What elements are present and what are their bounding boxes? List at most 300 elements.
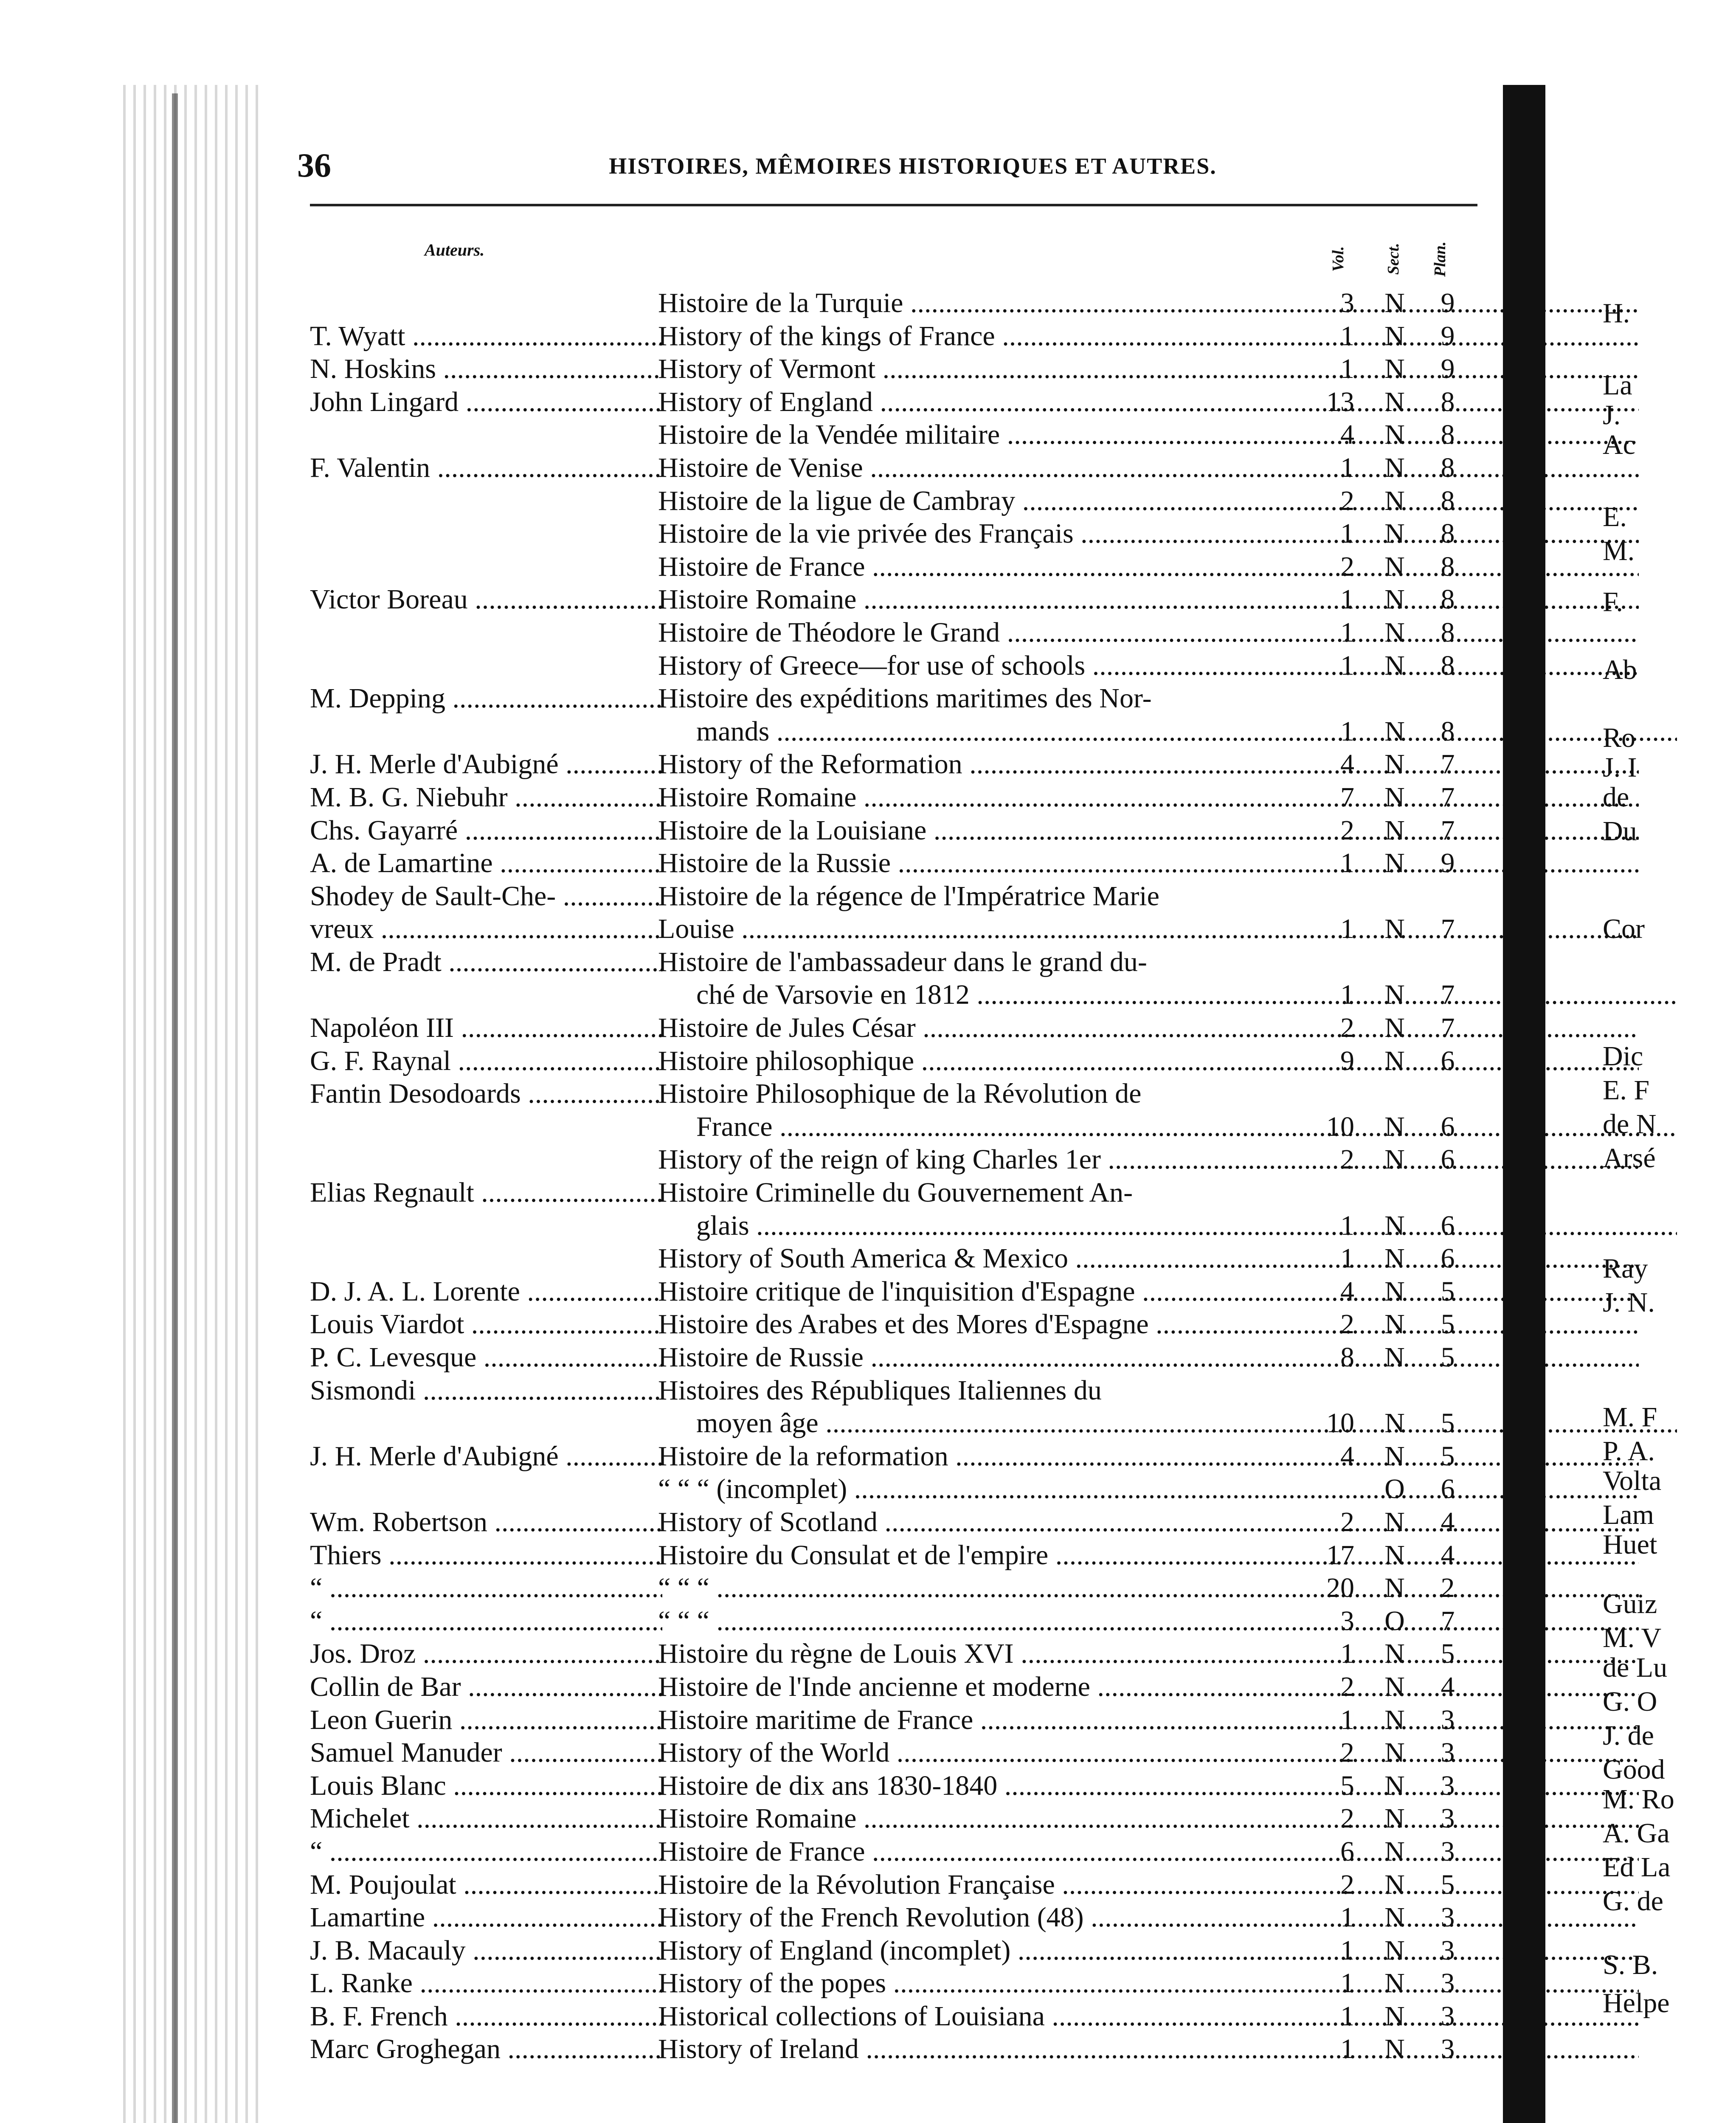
- entry-plan: 5: [1441, 1440, 1455, 1472]
- entry-plan: 8: [1441, 518, 1455, 549]
- adjacent-page-fragment: A. Ga: [1603, 1818, 1670, 1849]
- entry-title: Histoire des Arabes et des Mores d'Espagne .....: [658, 1308, 1639, 1341]
- entry-section: N: [1384, 1836, 1405, 1867]
- entry-plan: 7: [1441, 749, 1455, 780]
- entry-title: Histoire du règne de Louis XVI .....: [658, 1637, 1639, 1670]
- entry-author: Collin de Bar .....: [310, 1670, 662, 1703]
- catalog-row: [310, 418, 1477, 451]
- entry-volumes: 1: [1340, 1243, 1354, 1274]
- adjacent-page-fragment: J. I: [1603, 752, 1637, 783]
- entry-volumes: 2: [1340, 1012, 1354, 1044]
- running-title: HISTOIRES, MÊMOIRES HISTORIQUES ET AUTRES.: [609, 153, 1217, 179]
- entry-author: Wm. Robertson .....: [310, 1506, 662, 1539]
- adjacent-page-fragment: Guiz: [1603, 1588, 1657, 1619]
- entry-title: Histoire de l'ambassadeur dans le grand du-: [658, 946, 1147, 977]
- entry-author: Jos. Droz .....: [310, 1637, 662, 1670]
- catalog-row: [310, 847, 1477, 880]
- entry-author: Napoléon III .....: [310, 1011, 662, 1045]
- entry-volumes: 17: [1326, 1539, 1354, 1571]
- catalog-row: [310, 1506, 1477, 1539]
- entry-plan: 5: [1441, 1638, 1455, 1670]
- entry-author: Thiers .....: [310, 1539, 662, 1572]
- entry-section: N: [1384, 1803, 1405, 1834]
- entry-title: Histoire philosophique .....: [658, 1045, 1639, 1078]
- catalog-row: [310, 814, 1477, 847]
- entry-section: N: [1384, 287, 1405, 318]
- entry-plan: 3: [1441, 2033, 1455, 2065]
- catalog-row: [310, 1637, 1477, 1670]
- entry-author: M. Depping .....: [310, 682, 662, 715]
- entry-volumes: 1: [1340, 1902, 1354, 1933]
- entry-section: N: [1384, 1012, 1405, 1044]
- entry-title: Histoire Romaine .....: [658, 583, 1639, 616]
- entry-section: N: [1384, 1671, 1405, 1702]
- entry-plan: 9: [1441, 353, 1455, 385]
- catalog-row: [310, 1440, 1477, 1473]
- entry-section: N: [1384, 1737, 1405, 1768]
- entry-plan: 7: [1441, 781, 1455, 813]
- entry-title: History of Greece—for use of schools .....: [658, 649, 1639, 682]
- entry-plan: 5: [1441, 1869, 1455, 1900]
- entry-section: N: [1384, 1309, 1405, 1340]
- entry-plan: 6: [1441, 1144, 1455, 1175]
- entry-section: N: [1384, 1408, 1405, 1439]
- entry-plan: 8: [1441, 715, 1455, 747]
- entry-author: Fantin Desodoards .....: [310, 1077, 662, 1110]
- adjacent-page-fragment: M. F: [1603, 1402, 1657, 1433]
- catalog-row: [310, 287, 1477, 320]
- entry-author: Elias Regnault .....: [310, 1176, 662, 1209]
- entry-section: N: [1384, 749, 1405, 780]
- catalog-row: [310, 583, 1477, 616]
- entry-title: History of England (incomplet) .....: [658, 1934, 1639, 1967]
- catalog-row: [310, 1571, 1477, 1605]
- entry-plan: 3: [1441, 1934, 1455, 1966]
- entry-section: N: [1384, 2033, 1405, 2065]
- entry-volumes: 1: [1340, 353, 1354, 385]
- entry-plan: 6: [1441, 1473, 1455, 1505]
- entry-title: Histoire de dix ans 1830-1840 .....: [658, 1769, 1639, 1802]
- binding-dark-edge: [1503, 85, 1545, 2123]
- entry-title: “ “ “ .....: [658, 1605, 1639, 1638]
- entry-section: N: [1384, 386, 1405, 417]
- entry-section: N: [1384, 1704, 1405, 1735]
- adjacent-page-fragment: M.: [1603, 535, 1635, 566]
- entry-author: Samuel Manuder .....: [310, 1736, 662, 1769]
- entry-author: D. J. A. L. Lorente .....: [310, 1275, 662, 1308]
- entry-title: Histoire Criminelle du Gouvernement An-: [658, 1177, 1133, 1208]
- entry-title: Histoire de France .....: [658, 1835, 1639, 1868]
- adjacent-page-fragment: G. de: [1603, 1886, 1663, 1917]
- entry-title: moyen âge .....: [658, 1407, 1677, 1440]
- catalog-row: [310, 1868, 1477, 1901]
- catalog-row: [310, 1670, 1477, 1703]
- entry-author: Chs. Gayarré .....: [310, 814, 662, 847]
- entry-section: N: [1384, 1045, 1405, 1076]
- adjacent-page-fragment: La: [1603, 370, 1632, 401]
- entry-volumes: 2: [1340, 1737, 1354, 1768]
- entry-plan: 8: [1441, 419, 1455, 451]
- entry-plan: 5: [1441, 1275, 1455, 1307]
- adjacent-page-fragment: Ac: [1603, 429, 1635, 460]
- entry-author: Lamartine .....: [310, 1901, 662, 1934]
- entry-author: G. F. Raynal .....: [310, 1045, 662, 1078]
- entry-volumes: 20: [1326, 1572, 1354, 1604]
- entry-author: P. C. Levesque .....: [310, 1341, 662, 1374]
- page-number: 36: [297, 147, 331, 184]
- entry-plan: 2: [1441, 1572, 1455, 1604]
- adjacent-page-fragment: de Lu: [1603, 1652, 1668, 1683]
- entry-section: N: [1384, 1506, 1405, 1537]
- entry-section: N: [1384, 551, 1405, 582]
- catalog-row: [310, 1407, 1477, 1440]
- adjacent-page-fragment: Cor: [1603, 913, 1645, 944]
- entry-volumes: 2: [1340, 814, 1354, 846]
- adjacent-page-fragment: de: [1603, 782, 1629, 813]
- entry-author: F. Valentin .....: [310, 451, 662, 484]
- entry-volumes: 1: [1340, 320, 1354, 352]
- adjacent-page-fragment: J. de: [1603, 1720, 1654, 1751]
- entry-section: O: [1384, 1605, 1405, 1636]
- adjacent-page-fragment: Arsé: [1603, 1143, 1656, 1174]
- entry-plan: 3: [1441, 1803, 1455, 1834]
- entry-section: N: [1384, 1539, 1405, 1571]
- entry-title: Louise .....: [658, 912, 1639, 946]
- entry-volumes: 4: [1340, 419, 1354, 451]
- entry-author: vreux .....: [310, 912, 662, 946]
- catalog-row: [310, 1209, 1477, 1242]
- adjacent-page-fragment: F.: [1603, 586, 1623, 617]
- entry-volumes: 4: [1340, 1440, 1354, 1472]
- adjacent-page-fragment: Ab: [1603, 654, 1637, 685]
- entry-section: N: [1384, 617, 1405, 648]
- entry-title: Histoire de la régence de l'Impératrice Marie: [658, 880, 1159, 912]
- entry-title: Histoire Romaine .....: [658, 781, 1639, 814]
- adjacent-page-fragment: J. N.: [1603, 1287, 1655, 1318]
- entry-author: John Lingard .....: [310, 386, 662, 419]
- entry-author: M. Poujoulat .....: [310, 1868, 662, 1901]
- entry-title: History of Ireland .....: [658, 2033, 1639, 2066]
- entry-plan: 3: [1441, 1770, 1455, 1801]
- entry-section: N: [1384, 584, 1405, 615]
- entry-section: N: [1384, 1275, 1405, 1307]
- entry-plan: 7: [1441, 1012, 1455, 1044]
- catalog-row: [310, 352, 1477, 386]
- catalog-row: [310, 1835, 1477, 1868]
- adjacent-page-fragment: Volta: [1603, 1465, 1662, 1496]
- entry-title: History of the popes .....: [658, 1967, 1639, 2000]
- catalog-row: [310, 1736, 1477, 1769]
- entry-section: N: [1384, 1111, 1405, 1142]
- catalog-row: [310, 2000, 1477, 2033]
- entry-section: N: [1384, 1243, 1405, 1274]
- adjacent-page-fragment: H.: [1603, 298, 1630, 329]
- catalog-row: [310, 715, 1477, 748]
- adjacent-page-fragment: Ed La: [1603, 1852, 1671, 1883]
- catalog-row: [310, 517, 1477, 550]
- entry-plan: 4: [1441, 1506, 1455, 1537]
- entry-title: Historical collections of Louisiana .....: [658, 2000, 1639, 2033]
- entry-title: “ “ “ .....: [658, 1571, 1639, 1605]
- catalog-row: [310, 1374, 1477, 1407]
- adjacent-page-fragment: Dic: [1603, 1041, 1643, 1072]
- entry-section: N: [1384, 419, 1405, 451]
- entry-author: J. B. Macauly .....: [310, 1934, 662, 1967]
- catalog-row: [310, 912, 1477, 946]
- entry-title: Histoire de la vie privée des Français .....: [658, 517, 1639, 550]
- entry-volumes: 1: [1340, 848, 1354, 879]
- entry-plan: 8: [1441, 584, 1455, 615]
- entry-volumes: 1: [1340, 452, 1354, 483]
- entry-section: O: [1384, 1473, 1405, 1505]
- catalog-row: [310, 682, 1477, 715]
- entry-author: Leon Guerin .....: [310, 1703, 662, 1737]
- entry-section: N: [1384, 1342, 1405, 1373]
- entry-volumes: 1: [1340, 617, 1354, 648]
- entry-author: Victor Boreau .....: [310, 583, 662, 616]
- catalog-row: [310, 1143, 1477, 1176]
- catalog-row: [310, 748, 1477, 781]
- entry-plan: 7: [1441, 814, 1455, 846]
- entry-title: Histoire de Venise .....: [658, 451, 1639, 484]
- entry-volumes: 4: [1340, 1275, 1354, 1307]
- catalog-row: [310, 484, 1477, 518]
- entry-section: N: [1384, 518, 1405, 549]
- entry-section: N: [1384, 650, 1405, 681]
- entry-title: Histoire de la Vendée militaire .....: [658, 418, 1639, 451]
- adjacent-page-fragment: Ray: [1603, 1253, 1648, 1284]
- entry-volumes: 7: [1340, 781, 1354, 813]
- entry-title: Histoire de Jules César .....: [658, 1011, 1639, 1045]
- entry-title: History of the French Revolution (48) .....: [658, 1901, 1639, 1934]
- entry-title: Histoire de la Russie .....: [658, 847, 1639, 880]
- column-header-sect: Sect.: [1384, 243, 1402, 275]
- entry-volumes: 1: [1340, 715, 1354, 747]
- entry-title: ché de Varsovie en 1812 .....: [658, 978, 1677, 1011]
- entry-title: Histoire du Consulat et de l'empire .....: [658, 1539, 1639, 1572]
- entry-author: Michelet .....: [310, 1802, 662, 1835]
- entry-title: “ “ “ (incomplet) .....: [658, 1473, 1639, 1506]
- entry-volumes: 1: [1340, 650, 1354, 681]
- entry-plan: 8: [1441, 485, 1455, 516]
- entry-volumes: 2: [1340, 1671, 1354, 1702]
- entry-title: Histoire de la ligue de Cambray .....: [658, 484, 1639, 518]
- entry-title: Histoire de France .....: [658, 550, 1639, 583]
- entry-volumes: 2: [1340, 485, 1354, 516]
- entry-title: France .....: [658, 1110, 1677, 1143]
- entry-title: Histoire Philosophique de la Révolution de: [658, 1078, 1142, 1109]
- entry-author: J. H. Merle d'Aubigné .....: [310, 1440, 662, 1473]
- catalog-row: [310, 1967, 1477, 2000]
- catalog-row: [310, 978, 1477, 1011]
- catalog-row: [310, 1077, 1477, 1110]
- entry-volumes: 2: [1340, 1144, 1354, 1175]
- adjacent-page-fragment: M. V: [1603, 1622, 1662, 1653]
- entry-plan: 5: [1441, 1342, 1455, 1373]
- adjacent-page-fragment: G. O: [1603, 1686, 1657, 1717]
- entry-author: A. de Lamartine .....: [310, 847, 662, 880]
- entry-title: mands .....: [658, 715, 1677, 748]
- entry-volumes: 3: [1340, 287, 1354, 318]
- entry-section: N: [1384, 2000, 1405, 2032]
- catalog-row: [310, 1703, 1477, 1737]
- catalog-row: [310, 946, 1477, 979]
- column-header-authors: Auteurs.: [425, 240, 485, 259]
- entry-author: L. Ranke .....: [310, 1967, 662, 2000]
- entry-section: N: [1384, 848, 1405, 879]
- entry-plan: 6: [1441, 1045, 1455, 1076]
- entry-volumes: 10: [1326, 1408, 1354, 1439]
- entry-volumes: 9: [1340, 1045, 1354, 1076]
- entry-title: glais .....: [658, 1209, 1677, 1242]
- entry-section: N: [1384, 781, 1405, 813]
- catalog-row: [310, 1802, 1477, 1835]
- entry-title: History of the Reformation .....: [658, 748, 1639, 781]
- column-header-plan: Plan.: [1431, 241, 1449, 277]
- entry-volumes: 2: [1340, 1869, 1354, 1900]
- catalog-row: [310, 451, 1477, 484]
- entry-section: N: [1384, 913, 1405, 945]
- entry-author: M. de Pradt .....: [310, 946, 662, 979]
- entry-title: Histoire de la Louisiane .....: [658, 814, 1639, 847]
- entry-volumes: 1: [1340, 1210, 1354, 1241]
- entry-volumes: 6: [1340, 1836, 1354, 1867]
- entry-title: History of South America & Mexico .....: [658, 1242, 1639, 1275]
- catalog-row: [310, 1341, 1477, 1374]
- entry-title: Histoire de Russie .....: [658, 1341, 1639, 1374]
- entry-plan: 7: [1441, 1605, 1455, 1636]
- entry-title: History of Vermont .....: [658, 352, 1639, 386]
- entry-title: Histoires des Républiques Italiennes du: [658, 1374, 1102, 1406]
- entry-section: N: [1384, 715, 1405, 747]
- entry-title: Histoire des expéditions maritimes des Nor-: [658, 683, 1152, 714]
- entry-volumes: 1: [1340, 913, 1354, 945]
- catalog-row: [310, 1539, 1477, 1572]
- catalog-row: [310, 880, 1477, 913]
- entry-volumes: 1: [1340, 2033, 1354, 2065]
- entry-volumes: 1: [1340, 979, 1354, 1011]
- entry-section: N: [1384, 452, 1405, 483]
- catalog-row: [310, 1176, 1477, 1209]
- catalog-row: [310, 1308, 1477, 1341]
- entry-plan: 3: [1441, 1704, 1455, 1735]
- entry-author: B. F. French .....: [310, 2000, 662, 2033]
- adjacent-page-fragment: Huet: [1603, 1529, 1657, 1560]
- catalog-row: [310, 1011, 1477, 1045]
- catalog-entries: [310, 287, 1477, 2066]
- entry-plan: 7: [1441, 979, 1455, 1011]
- entry-section: N: [1384, 353, 1405, 385]
- entry-title: History of England .....: [658, 386, 1639, 419]
- entry-volumes: 8: [1340, 1342, 1354, 1373]
- entry-section: N: [1384, 1934, 1405, 1966]
- adjacent-page-fragment: Good: [1603, 1754, 1665, 1785]
- entry-volumes: 1: [1340, 584, 1354, 615]
- adjacent-page-fragment: Helpe: [1603, 1988, 1670, 2019]
- entry-section: N: [1384, 1638, 1405, 1670]
- catalog-row: [310, 649, 1477, 682]
- catalog-row: [310, 616, 1477, 649]
- entry-section: N: [1384, 1770, 1405, 1801]
- entry-section: N: [1384, 814, 1405, 846]
- entry-volumes: 2: [1340, 1506, 1354, 1537]
- entry-plan: 6: [1441, 1210, 1455, 1241]
- entry-title: Histoire de la reformation .....: [658, 1440, 1639, 1473]
- entry-author: Marc Groghegan .....: [310, 2033, 662, 2066]
- adjacent-page-edge: [1603, 0, 1736, 2123]
- entry-volumes: 2: [1340, 1309, 1354, 1340]
- entry-title: Histoire de l'Inde ancienne et moderne .....: [658, 1670, 1639, 1703]
- catalog-row: [310, 1275, 1477, 1308]
- catalog-row: [310, 386, 1477, 419]
- entry-title: Histoire maritime de France .....: [658, 1703, 1639, 1737]
- entry-plan: 3: [1441, 1737, 1455, 1768]
- entry-plan: 3: [1441, 1836, 1455, 1867]
- adjacent-page-fragment: S. B.: [1603, 1949, 1658, 1980]
- entry-plan: 8: [1441, 551, 1455, 582]
- entry-plan: 8: [1441, 452, 1455, 483]
- entry-plan: 8: [1441, 386, 1455, 417]
- entry-section: N: [1384, 320, 1405, 352]
- entry-title: Histoire de Théodore le Grand .....: [658, 616, 1639, 649]
- adjacent-page-fragment: de N: [1603, 1109, 1657, 1140]
- entry-section: N: [1384, 1210, 1405, 1241]
- entry-volumes: 1: [1340, 1638, 1354, 1670]
- entry-title: History of the kings of France .....: [658, 320, 1639, 353]
- catalog-row: [310, 2033, 1477, 2066]
- entry-plan: 8: [1441, 650, 1455, 681]
- catalog-row: [310, 781, 1477, 814]
- entry-title: History of Scotland .....: [658, 1506, 1639, 1539]
- entry-author: “ .....: [310, 1835, 662, 1868]
- entry-plan: 3: [1441, 2000, 1455, 2032]
- entry-volumes: 2: [1340, 1803, 1354, 1834]
- entry-volumes: 1: [1340, 1968, 1354, 1999]
- entry-plan: 9: [1441, 848, 1455, 879]
- entry-author: T. Wyatt .....: [310, 320, 662, 353]
- entry-title: History of the reign of king Charles 1er .....: [658, 1143, 1639, 1176]
- adjacent-page-fragment: Du: [1603, 816, 1637, 847]
- entry-section: N: [1384, 1144, 1405, 1175]
- entry-title: History of the World .....: [658, 1736, 1639, 1769]
- entry-plan: 4: [1441, 1671, 1455, 1702]
- catalog-row: [310, 1605, 1477, 1638]
- entry-section: N: [1384, 485, 1405, 516]
- adjacent-page-fragment: Ro: [1603, 722, 1636, 753]
- entry-title: Histoire Romaine .....: [658, 1802, 1639, 1835]
- entry-author: Shodey de Sault-Che- .....: [310, 880, 662, 913]
- entry-plan: 6: [1441, 1243, 1455, 1274]
- entry-volumes: 5: [1340, 1770, 1354, 1801]
- entry-volumes: 1: [1340, 2000, 1354, 2032]
- adjacent-page-fragment: M. Ro: [1603, 1784, 1674, 1815]
- entry-author: Louis Viardot .....: [310, 1308, 662, 1341]
- entry-author: “ .....: [310, 1605, 662, 1638]
- entry-volumes: 1: [1340, 1704, 1354, 1735]
- adjacent-page-fragment: E. F: [1603, 1075, 1650, 1106]
- entry-volumes: 4: [1340, 749, 1354, 780]
- entry-section: N: [1384, 1440, 1405, 1472]
- entry-volumes: 3: [1340, 1605, 1354, 1636]
- column-header-vol: Vol.: [1329, 246, 1347, 272]
- entry-section: N: [1384, 1902, 1405, 1933]
- header-rule: [310, 204, 1477, 206]
- catalog-row: [310, 320, 1477, 353]
- entry-volumes: 1: [1340, 518, 1354, 549]
- entry-author: J. H. Merle d'Aubigné .....: [310, 748, 662, 781]
- catalog-row: [310, 1473, 1477, 1506]
- catalog-row: [310, 1242, 1477, 1275]
